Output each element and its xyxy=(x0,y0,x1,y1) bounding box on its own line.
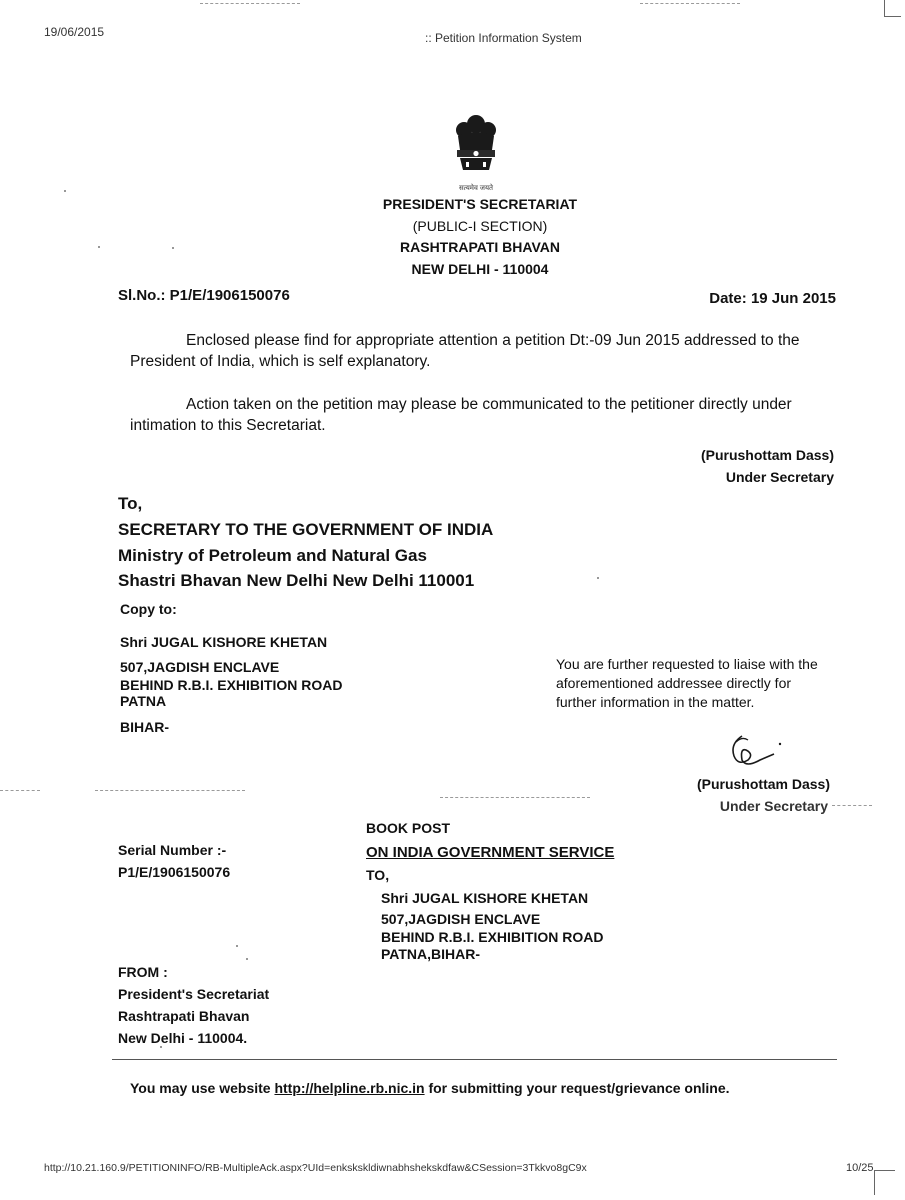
print-page-number: 10/25 xyxy=(846,1162,874,1174)
slip-address-2: BEHIND R.B.I. EXHIBITION ROAD xyxy=(381,929,604,945)
cut-line xyxy=(440,797,590,798)
print-date: 19/06/2015 xyxy=(44,25,105,39)
signature xyxy=(720,730,790,772)
from-line-3: New Delhi - 110004. xyxy=(118,1030,248,1046)
handwritten-signature-icon xyxy=(720,730,790,772)
copy-to-address-4: BIHAR- xyxy=(120,719,169,735)
scan-speck xyxy=(236,945,238,947)
website-prefix: You may use website xyxy=(130,1080,271,1096)
body-paragraph-1: Enclosed please find for appropriate attention a petition Dt:-09 Jun 2015 addressed to the President of India, which is self explanatory. xyxy=(130,332,800,370)
scan-speck xyxy=(246,958,248,960)
scan-speck xyxy=(597,577,599,579)
addressee-line-1: SECRETARY TO THE GOVERNMENT OF INDIA xyxy=(118,520,494,539)
from-label: FROM : xyxy=(118,964,168,980)
copy-to-label: Copy to: xyxy=(120,601,177,617)
scan-mark xyxy=(640,3,740,4)
scan-mark xyxy=(832,805,872,806)
date-value: 19 Jun 2015 xyxy=(750,290,836,307)
website-link[interactable]: http://helpline.rb.nic.in xyxy=(274,1080,425,1096)
letterhead-office: PRESIDENT'S SECRETARIAT xyxy=(382,196,578,212)
letterhead-building: RASHTRAPATI BHAVAN xyxy=(400,239,560,255)
addressee-line-3: Shastri Bhavan New Delhi New Delhi 110001 xyxy=(118,571,475,590)
book-post-label: BOOK POST xyxy=(366,820,451,836)
cut-line xyxy=(95,790,245,791)
signatory-designation: Under Secretary xyxy=(725,469,834,485)
scan-speck xyxy=(64,190,66,192)
print-url: http://10.21.160.9/PETITIONINFO/RB-MultipleAck.aspx?UId=enkskskldiwnabhshekskdfaw&CSession=3Tkkvo8gC9x xyxy=(44,1162,587,1174)
footer-rule xyxy=(112,1059,837,1060)
website-suffix: for submitting your request/grievance online. xyxy=(428,1080,730,1096)
scan-speck xyxy=(172,247,174,249)
signatory-2-designation: Under Secretary xyxy=(719,798,828,814)
slip-address-3: PATNA,BIHAR- xyxy=(381,946,481,962)
signatory-name: (Purushottam Dass) xyxy=(700,447,834,463)
signatory-2-name: (Purushottam Dass) xyxy=(696,776,830,792)
scan-corner-mark xyxy=(884,0,901,17)
letterhead-section: (PUBLIC-I SECTION) xyxy=(412,218,548,234)
service-label: ON INDIA GOVERNMENT SERVICE xyxy=(366,844,615,861)
date-label: Date: xyxy=(709,290,747,307)
serial-number: P1/E/1906150076 xyxy=(169,287,290,304)
emblem-seal xyxy=(446,110,506,192)
scan-speck xyxy=(98,246,100,248)
slip-serial-label: Serial Number :- xyxy=(118,842,227,858)
liaise-note: You are further requested to liaise with the aforementioned addressee directly for further information in the matter. xyxy=(556,656,818,710)
copy-to-address-3: PATNA xyxy=(120,693,167,709)
from-line-1: President's Secretariat xyxy=(118,986,270,1002)
serial-label: Sl.No.: xyxy=(118,287,166,304)
copy-to-address-2: BEHIND R.B.I. EXHIBITION ROAD xyxy=(120,677,343,693)
print-title: :: Petition Information System xyxy=(425,31,582,45)
copy-to-name: Shri JUGAL KISHORE KHETAN xyxy=(120,634,328,650)
slip-serial-number: P1/E/1906150076 xyxy=(118,864,231,880)
from-line-2: Rashtrapati Bhavan xyxy=(118,1008,250,1024)
body-paragraph-2: Action taken on the petition may please be communicated to the petitioner directly under intimation to this Secretariat. xyxy=(130,396,792,434)
letterhead-city: NEW DELHI - 110004 xyxy=(411,261,549,277)
slip-to-label: TO, xyxy=(366,867,390,883)
to-label: To, xyxy=(118,494,143,513)
scan-speck xyxy=(160,1046,162,1048)
copy-to-address-1: 507,JAGDISH ENCLAVE xyxy=(120,659,280,675)
website-note xyxy=(130,1080,730,1096)
slip-to-name: Shri JUGAL KISHORE KHETAN xyxy=(381,890,589,906)
serial-reference xyxy=(118,287,290,304)
slip-address-1: 507,JAGDISH ENCLAVE xyxy=(381,911,541,927)
emblem-motto: सत्यमेव जयते xyxy=(458,185,494,192)
scan-corner-mark xyxy=(874,1170,895,1195)
scan-mark xyxy=(0,790,40,791)
lion-capital-icon xyxy=(446,110,506,192)
addressee-line-2: Ministry of Petroleum and Natural Gas xyxy=(118,546,427,565)
scan-mark xyxy=(200,3,300,4)
letter-date xyxy=(620,290,836,307)
